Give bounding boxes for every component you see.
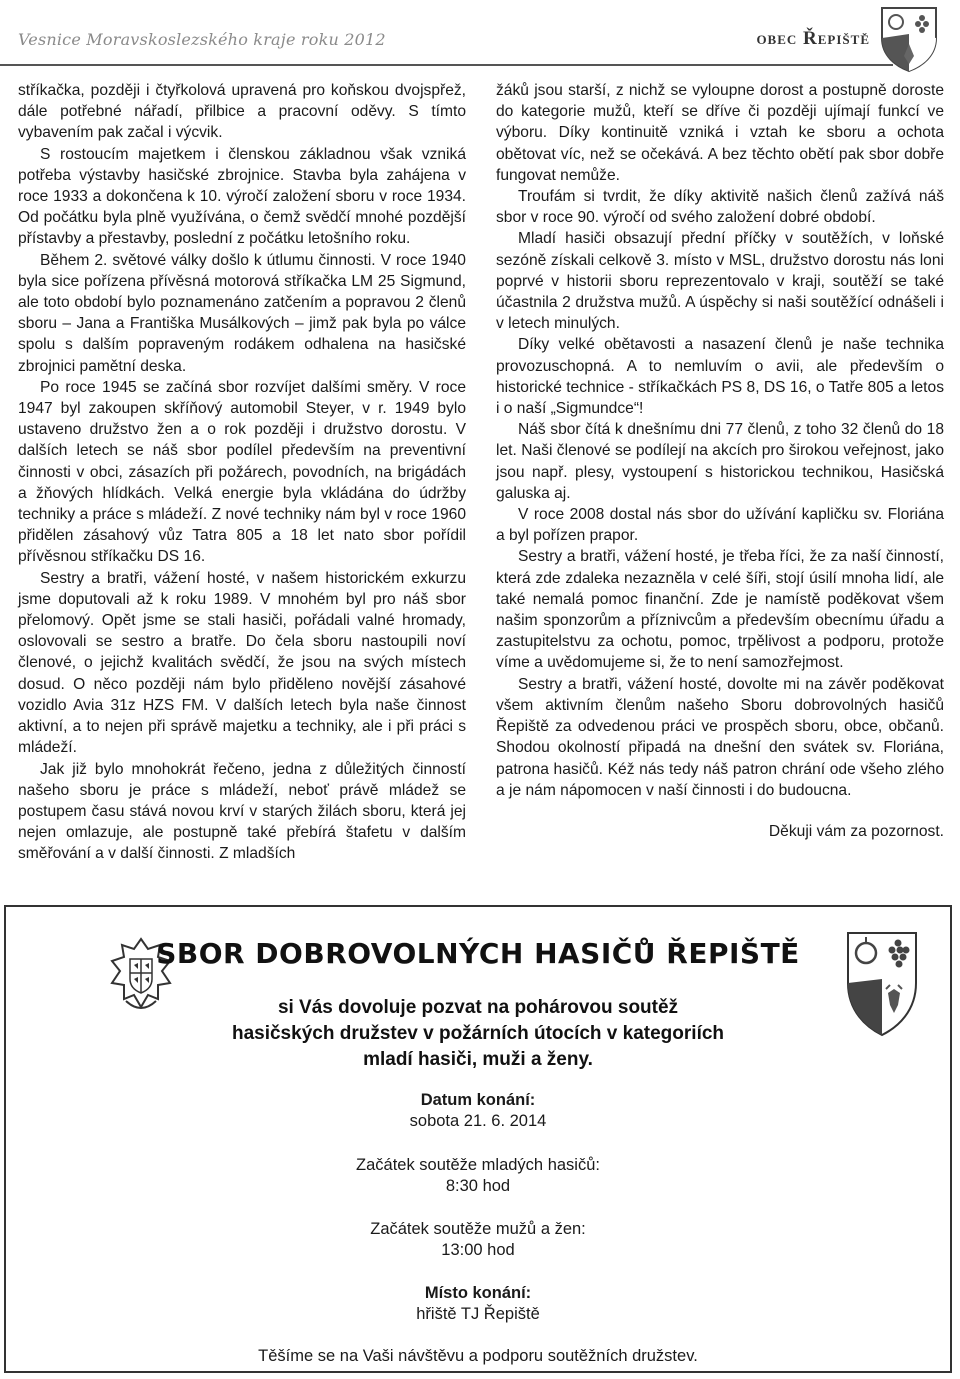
article-left-column [18, 80, 466, 865]
adult-start-label: Začátek soutěže mužů a žen: [370, 1220, 586, 1238]
paragraph: Jak již bylo mnohokrát řečeno, jedna z důležitých činností našeho sboru je práce s mládeží, neboť právě mládež se postupem času stává novou krví v starých žilách sboru, která jej nejen omlazuje, ale postupně také přebírá štafetu v dalším směřování a v další činnosti. Z mladších [18, 760, 466, 863]
adult-start-value: 13:00 hod [441, 1241, 515, 1259]
header-rule [0, 64, 893, 66]
youth-start-label: Začátek soutěže mladých hasičů: [356, 1156, 600, 1174]
page-header [0, 0, 960, 78]
venue-value: hřiště TJ Řepiště [416, 1305, 540, 1323]
paragraph: Mladí hasiči obsazují přední příčky v soutěžích, v loňské sezóně získali celkově 3. místo v MSL, družstvo dorostu nás loni poprvé v historii sboru reprezentovalo v kraji, soutěží se také účastnila 2 družstva mužů. A úspěchy si naši soutěžící odnášeli i v letech minulých. [496, 230, 944, 333]
closing-thanks: Děkuji vám za pozornost. [768, 822, 944, 840]
publication-title: Vesnice Moravskoslezského kraje roku 2012 [18, 30, 386, 49]
paragraph: Náš sbor čítá k dnešnímu dni 77 členů, z toho 32 členů do 18 let. Naši členové se podílejí na akcích pro širokou veřejnost, jako jsou např. plesy, vystoupení s historickou technikou, Hasičská galuska aj. [496, 421, 944, 502]
paragraph: Sestry a bratři, vážení hosté, dovolte mi na závěr poděkovat všem aktivním členům našeho Sboru dobrovolných hasičů Řepiště za odvedenou práci ve prospěch sboru, obce, občanů. Shodou okolností připadá na dnešní den svátek sv. Floriána, patrona hasičů. Kéž nás tedy náš patron chrání ode všeho zlého a je nám nápomocen v naší činnosti i do budoucna. [496, 675, 944, 799]
date-label: Datum konání: [420, 1091, 536, 1109]
invitation-title: SBOR DOBROVOLNÝCH HASIČŮ ŘEPIŠTĚ [156, 937, 800, 970]
subtitle-line: hasičských družstev v požárních útocích v kategoriích [231, 1023, 725, 1044]
date-value: sobota 21. 6. 2014 [409, 1112, 547, 1130]
event-venue [6, 1283, 950, 1325]
event-date [6, 1090, 950, 1132]
youth-start-time [6, 1155, 950, 1197]
paragraph: Sestry a bratři, vážení hosté, v našem historickém exkurzu jsme doputovali až k roku 1989. V mnohém byl pro náš sbor přelomový. Opět jsme se stali hasiči, pořádali valné hromady, oslovovali se sestro a bratře. Do čela sboru nastoupili noví členové, o jejichž kvalitách svědčí, že jsou na svých místech dosud. O něco později nám bylo přiděleno novější zásahové vozidlo Avia 31z HZS FM. V dalších letech byla naše činnost aktivní, a to nejen při správě majetku a techniky, ale i při práci s mládeží. [18, 569, 466, 757]
paragraph: Troufám si tvrdit, že díky aktivitě našich členů zažívá náš sbor v roce 90. výročí od svého založení dobré období. [496, 188, 944, 227]
subtitle-line: mladí hasiči, muži a ženy. [363, 1049, 593, 1070]
paragraph: Během 2. světové války došlo k útlumu činnosti. V roce 1940 byla sice pořízena přívěsná motorová stříkačka LM 25 Sigmund, ale toto období bylo poznamenáno zatčením a popravou 2 členů sboru – Jana a Františka Musálkových – jimž pak byla po válce spolu s dalším popraveným rodákem odhalena na hasičské zbrojnici pamětní deska. [18, 251, 466, 375]
competition-invitation [4, 905, 952, 1373]
paragraph: S rostoucím majetkem i členskou základnou však vzniká potřeba výstavby hasičské zbrojnice. Stavba byla zahájena v roce 1933 a dokončena k 10. výročí založení sboru v roce 1934. Od počátku byla plně využívána, o čemž svědčí mnohé pozdější přístavby a přestavby, poslední z počátku letošního roku. [18, 145, 466, 248]
municipality-name: obec Řepiště [756, 28, 870, 49]
invitation-footer: Těšíme se na Vaši návštěvu a podporu soutěžních družstev. [258, 1347, 698, 1365]
youth-start-value: 8:30 hod [445, 1177, 511, 1195]
paragraph: Díky velké obětavosti a nasazení členů je naše technika provozuschopná. A to nemluvím o avii, ale především o historické technice - stříkačkách PS 8, DS 16, o Tatře 805 a letos i o naší „Sigmundce“! [496, 336, 944, 418]
invitation-subtitle [6, 995, 950, 1073]
paragraph: Sestry a bratři, vážení hosté, je třeba říci, že za naší činností, která zde zdaleka nezazněla v celé šíři, stojí úsilí mnoha lidí, ale také nemalá pomoc finanční. Zde je namístě poděkovat všem našim sponzorům a příznivcům a především obecnímu úřadu a zastupitelstvu za ochotu, pomoc, trpělivost a podporu, protože víme a uvědomujeme si, že to není samozřejmost. [496, 548, 944, 672]
paragraph: V roce 2008 dostal nás sbor do užívání kapličku sv. Floriána a byl pořízen prapor. [496, 506, 944, 545]
adult-start-time [6, 1219, 950, 1261]
paragraph: Po roce 1945 se začíná sbor rozvíjet dalšími směry. V roce 1947 byl zakoupen skříňový automobil Steyer, v r. 1949 bylo ustaveno družstvo žen a o rok později i družstvo dorostu. V dalších letech se náš sbor podílel především na preventivní činnosti v obci, zásazích při požárech, povodních, na brigádách a žňových hlídkách. Velká energie byla vkládána do údržby techniky a práce s mládeží. Z nové techniky nám byl v roce 1960 přidělen zásahový vůz Tatra 805 a 18 let nato sbor pořídil přívěsnou stříkačku DS 16. [18, 378, 466, 566]
venue-label: Místo konání: [424, 1284, 532, 1302]
paragraph: žáků jsou starší, z nichž se vyloupne dorost a postupně doroste do kategorie mužů, kteří se dříve či později ujímají funkcí ve výboru. Díky kontinuitě vzniká i vztah ke sboru a ochota obětovat víc, než se očekává. A bez těchto obětí pak sbor dobře fungovat nemůže. [496, 82, 944, 184]
article-right-column [496, 80, 944, 842]
paragraph: stříkačka, později i čtyřkolová upravená pro koňskou dvojspřež, dále potřebné nářadí, přilbice a pracovní oděvy. S tímto vybavením pak začal i výcvik. [18, 82, 466, 142]
subtitle-line: si Vás dovoluje pozvat na pohárovou soutěž [277, 997, 679, 1018]
